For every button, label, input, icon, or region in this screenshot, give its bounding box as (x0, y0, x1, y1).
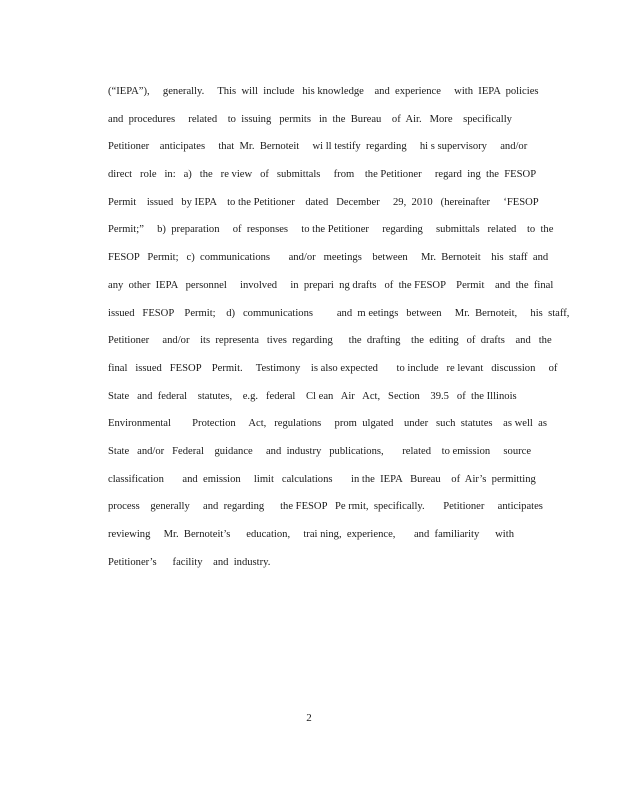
text-line: issued FESOP Permit; d) communications and m eetings between Mr. Bernoteit, his staff, (108, 307, 570, 319)
text-line: reviewing Mr. Bernoteit’s education, trai ning, experience, and familiarity with (108, 529, 514, 540)
text-line: Permit;” b) preparation of responses to the Petitioner regarding submittals related to the (108, 224, 554, 236)
text-line: State and federal statutes, e.g. federal Cl ean Air Act, Section 39.5 of the Illinois (108, 390, 517, 402)
text-line: Environmental Protection Act, regulations prom ulgated under such statutes as well as (108, 418, 547, 430)
text-line: Petitioner anticipates that Mr. Bernoteit wi ll testify regarding hi s supervisory and/or (108, 141, 528, 153)
text-line: classification and emission limit calculations in the IEPA Bureau of Air’s permitting (108, 473, 536, 485)
page-number: 2 (306, 712, 312, 724)
body-paragraph (108, 82, 570, 580)
text-line: process generally and regarding the FESOP Pe rmit, specifically. Petitioner anticipates (108, 501, 543, 513)
text-line: final issued FESOP Permit. Testimony is also expected to include re levant discussion of (108, 362, 558, 374)
text-line: any other IEPA personnel involved in prepari ng drafts of the FESOP Permit and the final (108, 279, 554, 291)
text-line: State and/or Federal guidance and industry publications, related to emission source (108, 445, 532, 457)
text-line: Permit issued by IEPA to the Petitioner dated December 29, 2010 (hereinafter ‘FESOP (108, 196, 539, 208)
text-line: direct role in: a) the re view of submittals from the Petitioner regard ing the FESOP (108, 169, 537, 181)
text-line: Petitioner’s facility and industry. (108, 556, 271, 568)
text-line: Petitioner and/or its representa tives regarding the drafting the editing of drafts and the (108, 335, 552, 347)
text-line: FESOP Permit; c) communications and/or meetings between Mr. Bernoteit his staff and (108, 252, 549, 264)
text-line: and procedures related to issuing permits in the Bureau of Air. More specifically (108, 113, 512, 125)
text-line: (“IEPA”), generally. This will include his knowledge and experience with IEPA policies (108, 86, 539, 97)
